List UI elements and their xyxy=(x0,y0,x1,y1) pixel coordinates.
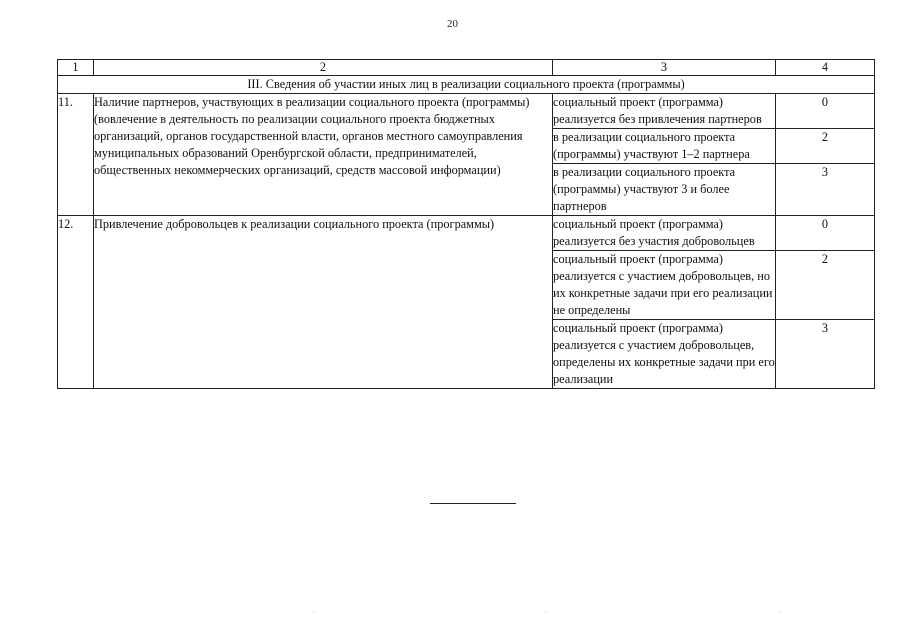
table-row xyxy=(58,216,875,251)
row-number: 11. xyxy=(58,94,94,216)
option-points: 0 xyxy=(776,216,875,251)
option-points: 3 xyxy=(776,320,875,389)
row-number: 12. xyxy=(58,216,94,389)
scan-speck xyxy=(313,611,314,612)
header-col-4: 4 xyxy=(776,60,875,76)
footnote-separator-line xyxy=(430,503,516,504)
option-points: 3 xyxy=(776,164,875,216)
option-text: в реализации социального проекта (программы) участвуют 1–2 партнера xyxy=(553,129,776,164)
option-points: 2 xyxy=(776,251,875,320)
criterion-text: Наличие партнеров, участвующих в реализации социального проекта (программы) (вовлечение в деятельность по реализации социального проекта бюджетных организаций, органов государственной власти, органов местного самоуправления муниципальных образований Оренбургской области, предпринимателей, общественных некоммерческих организаций, средств массовой информации) xyxy=(94,94,553,216)
table-header-row xyxy=(58,60,875,76)
scan-speck xyxy=(780,611,781,612)
criteria-table xyxy=(57,59,875,389)
option-points: 0 xyxy=(776,94,875,129)
option-text: социальный проект (программа) реализуется без привлечения партнеров xyxy=(553,94,776,129)
section-title: III. Сведения об участии иных лиц в реализации социального проекта (программы) xyxy=(58,76,875,94)
criterion-text: Привлечение добровольцев к реализации социального проекта (программы) xyxy=(94,216,553,389)
option-text: социальный проект (программа) реализуется с участием добровольцев, определены их конкретные задачи при его реализации xyxy=(553,320,776,389)
page-number: 20 xyxy=(447,18,458,30)
header-col-2: 2 xyxy=(94,60,553,76)
header-col-3: 3 xyxy=(553,60,776,76)
table-row xyxy=(58,94,875,129)
option-points: 2 xyxy=(776,129,875,164)
section-row xyxy=(58,76,875,94)
option-text: в реализации социального проекта (программы) участвуют 3 и более партнеров xyxy=(553,164,776,216)
header-col-1: 1 xyxy=(58,60,94,76)
option-text: социальный проект (программа) реализуется без участия добровольцев xyxy=(553,216,776,251)
scan-speck xyxy=(545,611,546,612)
option-text: социальный проект (программа) реализуется с участием добровольцев, но их конкретные задачи при его реализации не определены xyxy=(553,251,776,320)
